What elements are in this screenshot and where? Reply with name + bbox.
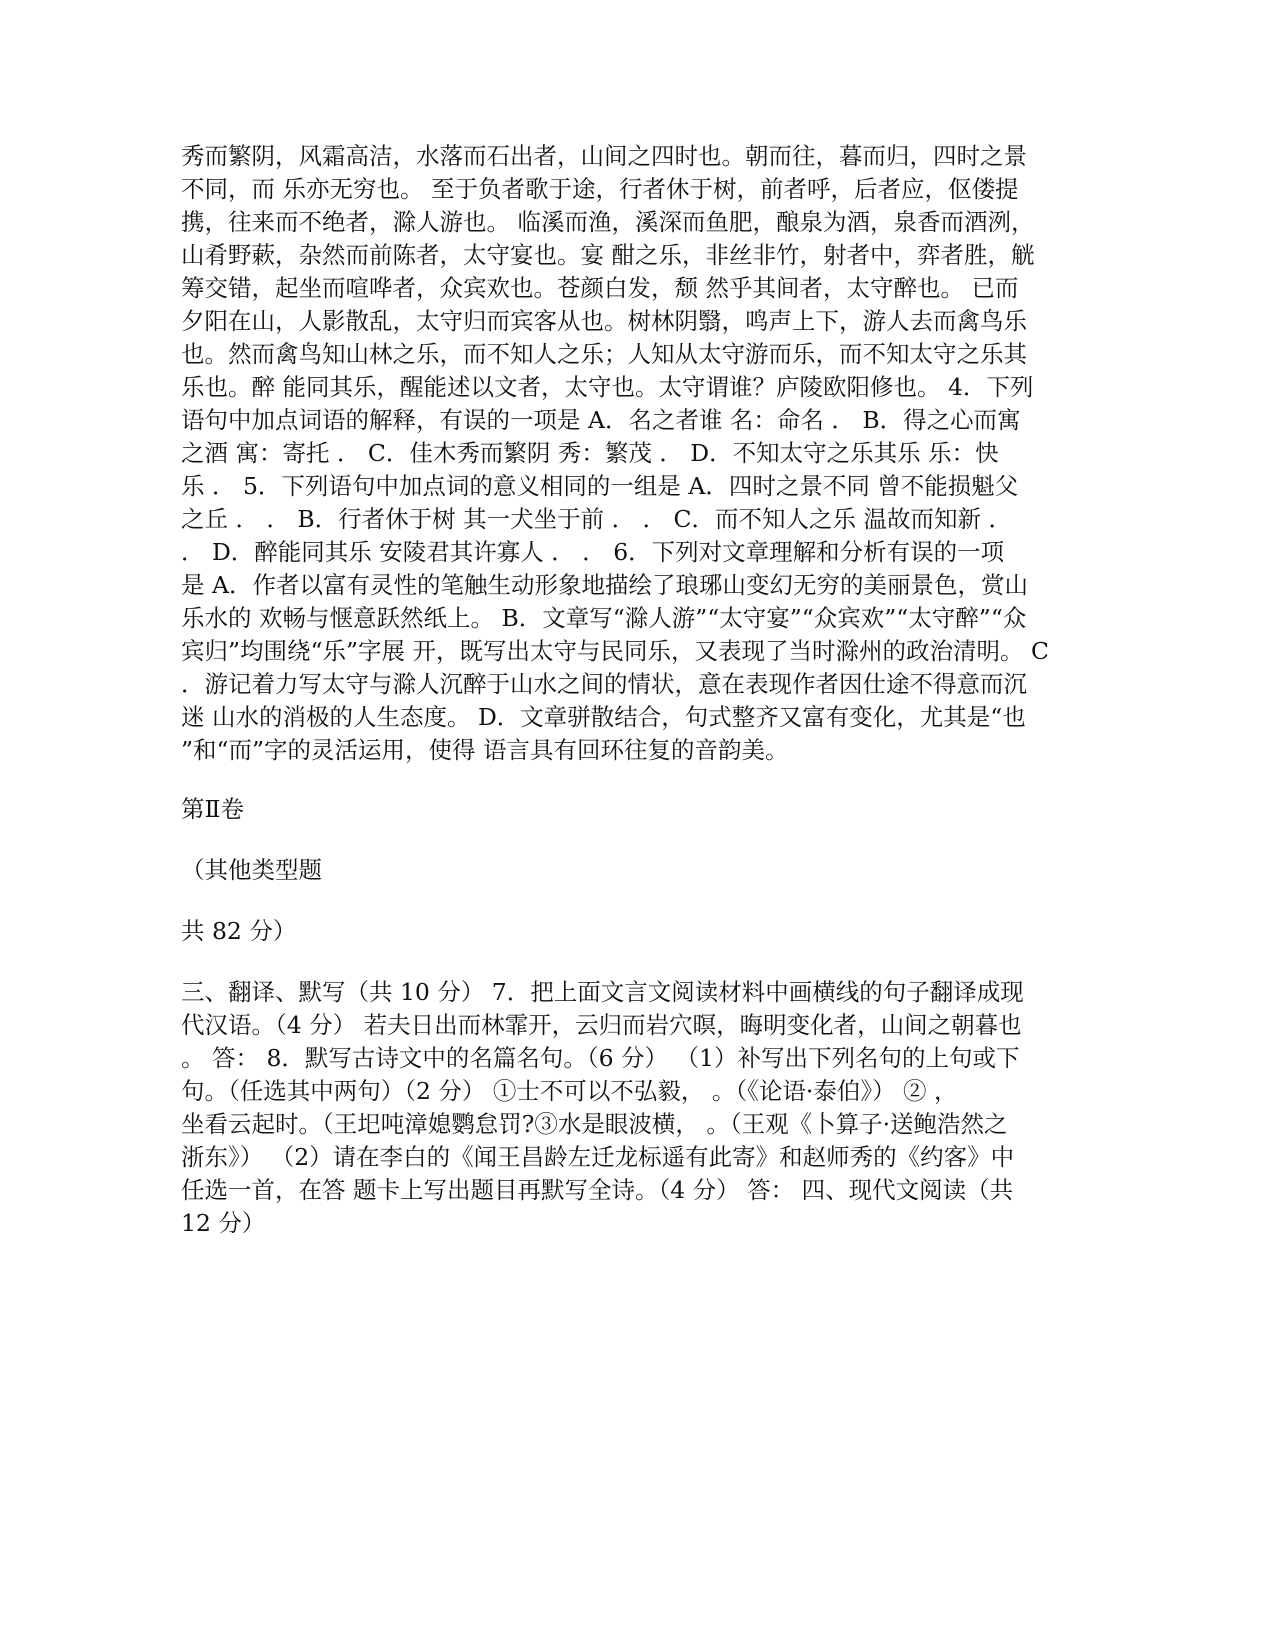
part3-line: 代汉语。（4 分） 若夫日出而林霏开，云归而岩穴暝，晦明变化者，山间之朝暮也 — [181, 1011, 1022, 1039]
passage-line: 也。然而禽鸟知山林之乐，而不知人之乐；人知从太守游而乐，而不知太守之乐其 — [181, 340, 1027, 368]
passage-line: 山肴野蔌，杂然而前陈者，太守宴也。宴 酣之乐，非丝非竹，射者中，弈者胜，觥 — [181, 241, 1035, 269]
section-score: 共 82 分） — [181, 917, 297, 945]
passage-line: ．游记着力写太守与滁人沉醉于山水之间的情状，意在表现作者因仕途不得意而沉 — [181, 670, 1027, 698]
passage-line: 之丘 ． ． B．行者休于树 其一犬坐于前 ． ． C．而不知人之乐 温故而知新 ． — [181, 505, 1012, 533]
passage-line: 夕阳在山，人影散乱，太守归而宾客从也。树林阴翳，鸣声上下，游人去而禽鸟乐 — [181, 307, 1027, 335]
passage-line: 乐水的 欢畅与惬意跃然纸上。 B．文章写“滁人游”“太守宴”“众宾欢”“太守醉”“众 — [181, 604, 1027, 632]
passage-line: ． D．醉能同其乐 安陵君其许寡人 ． ． 6．下列对文章理解和分析有误的一项 — [181, 538, 1005, 566]
part3-line: 12 分） — [181, 1209, 266, 1237]
passage-line: ”和“而”字的灵活运用，使得 语言具有回环往复的音韵美。 — [181, 736, 789, 764]
part3-line: 坐看云起时。（王圯吨漳媳鹦怠罚?③水是眼波横， 。（王观《卜算子·送鲍浩然之 — [181, 1110, 1008, 1138]
passage-line: 秀而繁阴，风霜高洁，水落而石出者，山间之四时也。朝而往，暮而归，四时之景 — [181, 142, 1027, 170]
section-subtitle: （其他类型题 — [181, 856, 322, 884]
passage-line: 乐 ． 5．下列语句中加点词的意义相同的一组是 A．四时之景不同 曾不能损魁父 — [181, 472, 1019, 500]
part3-block — [181, 976, 1103, 1240]
part3-line: 任选一首，在答 题卡上写出题目再默写全诗。（4 分） 答： 四、现代文阅读（共 — [181, 1176, 1014, 1204]
part3-line: 浙东》） （2）请在李白的《闻王昌龄左迁龙标遥有此寄》和赵师秀的《约客》中 — [181, 1143, 1015, 1171]
passage-line: 不同，而 乐亦无穷也。 至于负者歌于途，行者休于树，前者呼，后者应，伛偻提 — [181, 175, 1019, 203]
passage-line: 是 A．作者以富有灵性的笔触生动形象地描绘了琅琊山变幻无穷的美丽景色，赏山 — [181, 571, 1028, 599]
section-title: 第Ⅱ卷 — [181, 795, 244, 823]
document-page — [181, 140, 1103, 1240]
passage-line: 之酒 寓：寄托 ． C．佳木秀而繁阴 秀：繁茂 ． D．不知太守之乐其乐 乐：快 — [181, 439, 999, 467]
passage-block — [181, 140, 1103, 767]
passage-line: 迷 山水的消极的人生态度。 D．文章骈散结合，句式整齐又富有变化，尤其是“也 — [181, 703, 1026, 731]
passage-line: 语句中加点词语的解释，有误的一项是 A．名之者谁 名：命名 ． B．得之心而寓 — [181, 406, 1021, 434]
passage-line: 携，往来而不绝者，滁人游也。 临溪而渔，溪深而鱼肥，酿泉为酒，泉香而酒洌， — [181, 208, 1035, 236]
part3-line: 三、翻译、默写（共 10 分） 7．把上面文言文阅读材料中画横线的句子翻译成现 — [181, 978, 1024, 1006]
passage-line: 乐也。醉 能同其乐，醒能述以文者，太守也。太守谓谁？庐陵欧阳修也。 4．下列 — [181, 373, 1034, 401]
passage-line: 筹交错，起坐而喧哗者，众宾欢也。苍颜白发，颓 然乎其间者，太守醉也。 已而 — [181, 274, 1019, 302]
part3-line: 。 答： 8．默写古诗文中的名篇名句。（6 分） （1）补写出下列名句的上句或下 — [181, 1044, 1020, 1072]
passage-line: 宾归”均围绕“乐”字展 开，既写出太守与民同乐，又表现了当时滁州的政治清明。 C — [181, 637, 1049, 665]
part3-line: 句。（任选其中两句）（2 分） ①士不可以不弘毅， 。（《论语·泰伯》） ② ， — [181, 1077, 958, 1105]
